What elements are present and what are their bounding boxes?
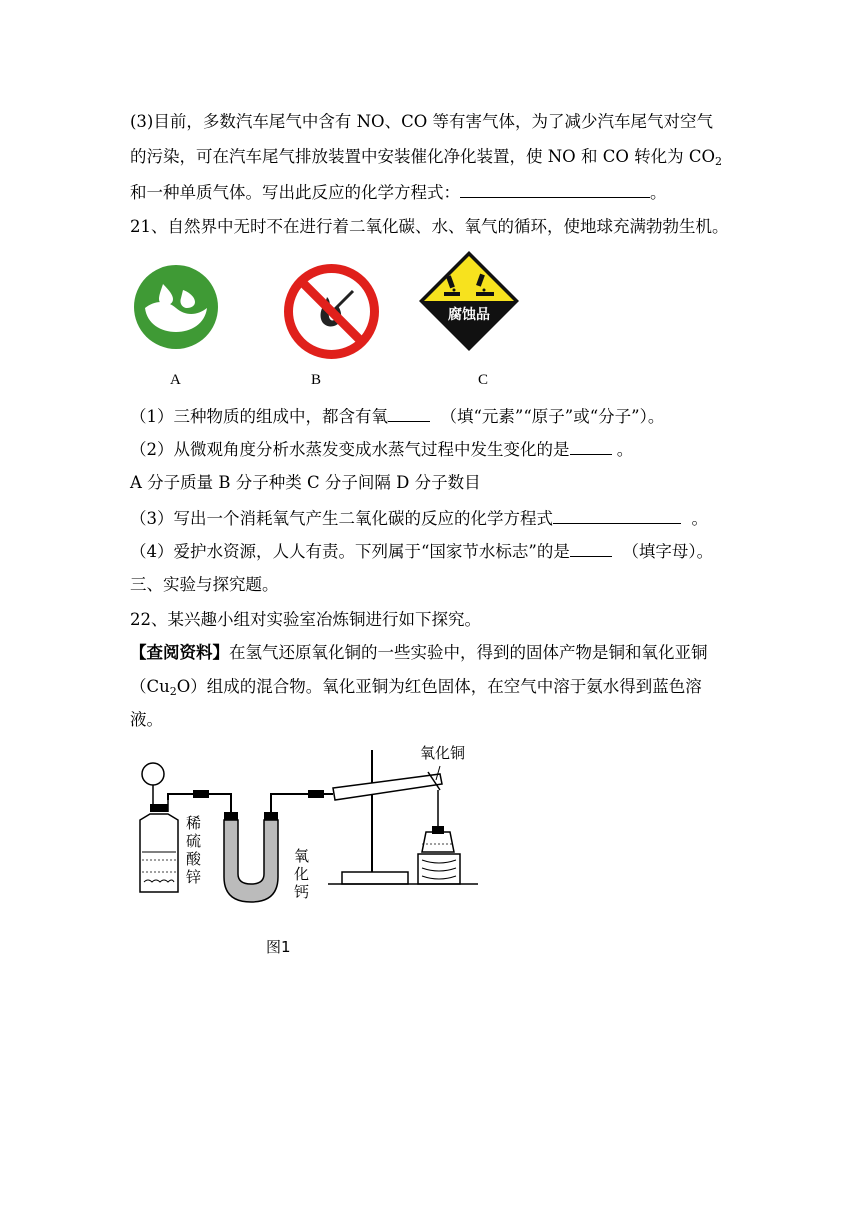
q22-ref-line1: 【查阅资料】在氢气还原氧化铜的一些实验中，得到的固体产物是铜和氧化亚铜 bbox=[130, 643, 708, 662]
label-dilute-sulfuric-acid: 稀 硫 酸 锌 bbox=[186, 814, 202, 886]
q22-ref-line3: 液。 bbox=[130, 710, 163, 729]
answer-blank[interactable] bbox=[553, 507, 681, 524]
q21-part1: （1）三种物质的组成中，都含有氧 （填“元素”“原子”或“分子”）。 bbox=[130, 407, 665, 426]
answer-blank[interactable] bbox=[460, 181, 650, 198]
label-calcium-oxide: 氧 化 钙 bbox=[294, 847, 310, 901]
q22-ref-line2: $(Cu_2O)$组成的混合物。氧化亚铜为红色固体，在空气中溶于氨水得到蓝色溶 bbox=[130, 677, 702, 698]
sign-label-a: A bbox=[170, 372, 181, 388]
q21-part2: （2）从微观角度分析水蒸发变成水蒸气过程中发生变化的是 。 bbox=[130, 440, 634, 459]
corrosive-sign bbox=[418, 250, 520, 356]
answer-blank[interactable] bbox=[570, 540, 612, 557]
sign-label-c: C bbox=[478, 372, 489, 388]
answer-blank[interactable] bbox=[570, 438, 612, 455]
section-heading: 三、实验与探究题。 bbox=[130, 575, 279, 594]
answer-blank[interactable] bbox=[388, 405, 430, 422]
no-fire-sign bbox=[283, 263, 380, 364]
sign-label-b: B bbox=[311, 372, 322, 388]
apparatus-figure bbox=[128, 742, 488, 916]
q22-stem: 22、某兴趣小组对实验室冶炼铜进行如下探究。 bbox=[130, 610, 481, 629]
q20-part3-line3: 和一种单质气体。写出此反应的化学方程式： 。 bbox=[130, 183, 667, 202]
q21-part3: （3）写出一个消耗氧气产生二氧化碳的反应的化学方程式 。 bbox=[130, 509, 708, 528]
label-copper-oxide: 氧化铜 bbox=[420, 744, 466, 762]
q21-options: A 分子质量 B 分子种类 C 分子间隔 D 分子数目 bbox=[130, 473, 481, 492]
water-saving-sign bbox=[133, 264, 219, 354]
corrosive-sign-text: 腐蚀品 bbox=[448, 307, 490, 323]
q21-stem: 21、自然界中无时不在进行着二氧化碳、水、氧气的循环，使地球充满勃勃生机。 bbox=[130, 217, 729, 236]
figure-caption: 图1 bbox=[266, 938, 291, 956]
q20-part3-line2: 的污染，可在汽车尾气排放装置中安装催化净化装置，使 NO 和 CO 转化为 $CO_2$ bbox=[130, 147, 722, 168]
q21-part4: （4）爱护水资源，人人有责。下列属于“国家节水标志”的是 （填字母）。 bbox=[130, 542, 714, 561]
q20-part3-line1: (3)目前，多数汽车尾气中含有 NO、CO 等有害气体，为了减少汽车尾气对空气 bbox=[130, 112, 713, 131]
